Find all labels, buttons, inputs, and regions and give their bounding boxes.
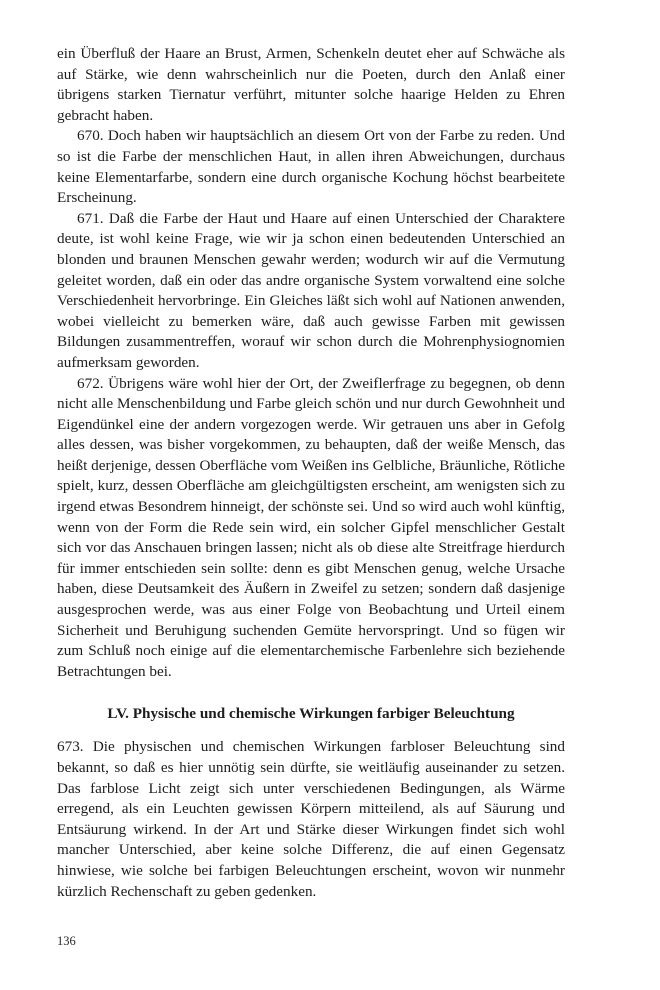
page-number: 136 — [57, 934, 76, 948]
paragraph-672: 672. Übrigens wäre wohl hier der Ort, der Zweiflerfrage zu begegnen, ob denn nicht alle Menschenbildung und Farbe gleich schön und nur durch Gewohnheit und Eigendünkel eine der andern vorgezogen werde. Wir getrauen uns aber in Gefolg alles dessen, was bisher vorgekommen, zu behaupten, daß der weiße Mensch, das heißt derjenige, dessen Oberfläche vom Weißen ins Gelbliche, Bräunliche, Rötliche spielt, kurz, dessen Oberfläche am gleichgültigsten erscheint, am wenigsten sich zu irgend etwas Besondrem hinneigt, der schönste sei. Und so wird auch wohl künftig, wenn von der Form die Rede sein wird, ein solcher Gipfel menschlicher Gestalt sich vor das Anschauen bringen lassen; nicht als ob diese alte Streitfrage hierdurch für immer entschieden sein sollte: denn es gibt Menschen genug, welche Ursache haben, diese Deutsamkeit des Äußern in Zweifel zu setzen; sondern daß dasjenige ausgesprochen werde, was aus einer Folge von Beobachtung und Urteil einem Sicherheit und Beruhigung suchenden Gemüte hervorspringt. Und so fügen wir zum Schluß noch einige auf die elementarchemische Farbenlehre sich beziehende Betrachtungen bei. — [57, 374, 565, 680]
book-page — [57, 44, 565, 902]
section-heading: LV. Physische und chemische Wirkungen farbiger Beleuchtung — [107, 705, 515, 723]
paragraph-continuation: ein Überfluß der Haare an Brust, Armen, Schenkeln deutet eher auf Schwäche als auf Stärke, wie denn wahrscheinlich nur die Poeten, durch den Anlaß einer übrigens starken Tiernatur verführt, mitunter solche haarige Helden zu Ehren gebracht haben. — [57, 45, 565, 124]
paragraph-673: 673. Die physischen und chemischen Wirkungen farbloser Beleuchtung sind bekannt, so daß es hier unnötig sein dürfte, sie weitläufig auseinander zu setzen. Das farblose Licht zeigt sich unter verschiedenen Bedingungen, als Wärme erregend, als ein Leuchten gewissen Körpern mitteilend, als auf Säurung und Entsäurung wirkend. In der Art und Stärke dieser Wirkungen findet sich wohl mancher Unterschied, aber keine solche Differenz, die auf einen Gegensatz hinwiese, wie solche bei farbigen Beleuchtungen erscheint, wovon wir nunmehr kürzlich Rechenschaft zu geben gedenken. — [57, 738, 565, 900]
paragraph-671: 671. Daß die Farbe der Haut und Haare auf einen Unterschied der Charaktere deute, ist wohl keine Frage, wie wir ja schon einen bedeutenden Unterschied an blonden und braunen Menschen gewahr werden; wodurch wir auf die Vermutung geleitet worden, daß ein oder das andre organische System vorwaltend eine solche Verschiedenheit hervorbringe. Ein Gleiches läßt sich wohl auf Nationen anwenden, wobei vielleicht zu bemerken wäre, daß auch gewisse Farben mit gewissen Bildungen zusammentreffen, worauf wir schon durch die Mohrenphysiognomien aufmerksam geworden. — [57, 209, 565, 371]
paragraph-670: 670. Doch haben wir hauptsächlich an diesem Ort von der Farbe zu reden. Und so ist die Farbe der menschlichen Haut, in allen ihren Abweichungen, durchaus keine Elementarfarbe, sondern eine durch organische Kochung höchst bearbeitete Erscheinung. — [57, 127, 565, 207]
